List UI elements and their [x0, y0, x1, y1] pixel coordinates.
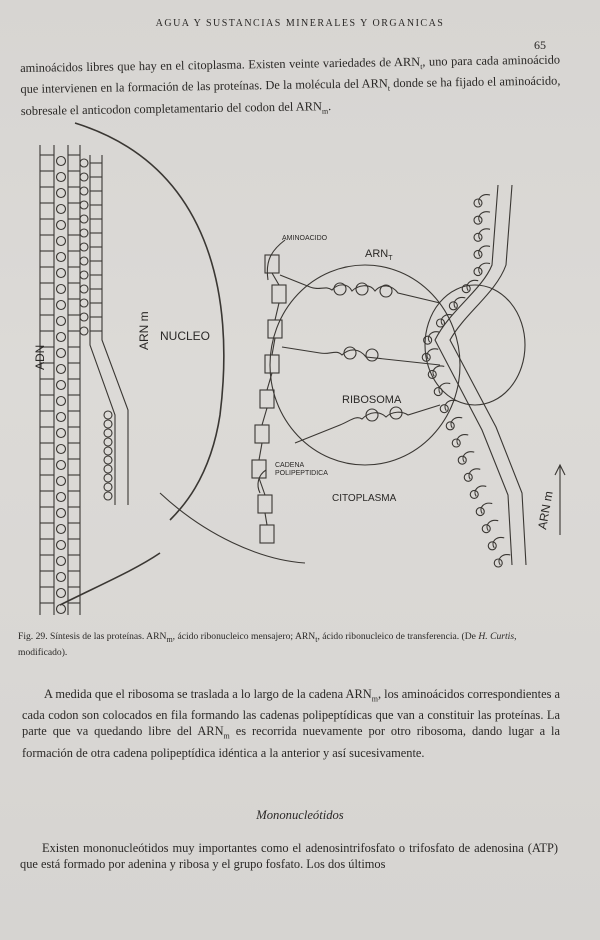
paragraph-intro-line-3-end: .	[327, 99, 332, 114]
page-number: 65	[534, 38, 546, 52]
paragraph-mononucleotides: Existen mononucleótidos muy importantes como el adenosintrifosfato o trifosfato de adenosina (ATP) que está formado por adenina y ribosa y el grupo fosfato. Los dos últimos	[20, 841, 558, 871]
paragraph-intro	[20, 52, 561, 125]
nucleotide-base	[57, 605, 66, 614]
paragraph-text: A medida que el ribosoma se traslada a lo largo de la cadena ARN	[44, 687, 372, 701]
nucleotide-base	[464, 473, 472, 481]
nucleotide-base	[57, 509, 66, 518]
protein-synthesis-diagram	[20, 115, 580, 630]
nucleotide-base	[57, 589, 66, 598]
nucleotide-base	[474, 216, 482, 224]
paragraph-text: es recorrida nuevamente por otro ribosoma, dando lugar a la formación de otra cadena polipeptídica idéntica a la anterior y así sucesivamente.	[22, 724, 560, 760]
nucleotide-base	[57, 253, 66, 262]
section-heading: Mononucleótidos	[256, 808, 344, 822]
nucleotide-base	[494, 559, 502, 567]
nucleotide-base	[57, 445, 66, 454]
trna-molecules	[280, 275, 440, 443]
caption-text: Fig. 29. Síntesis de las proteínas. ARN	[18, 631, 167, 642]
nucleotide-base	[57, 573, 66, 582]
amino-acid-unit	[252, 460, 266, 478]
polypeptide-chain	[252, 255, 286, 543]
caption-text: , ácido ribonucleico mensajero; ARN	[172, 631, 316, 642]
direction-arrow	[555, 465, 565, 535]
label-citoplasma: CITOPLASMA	[332, 493, 397, 504]
nucleotide-base	[474, 250, 482, 258]
nucleotide-base	[57, 365, 66, 374]
subscript: m	[321, 106, 329, 116]
paragraph-text: , los aminoácidos correspondientes a cada codon son colocados en fila formando las cadenas polipeptídicas que van a constituir las proteínas. La parte que va quedando libre del ARN	[22, 687, 560, 739]
nuclear-envelope-lower	[60, 553, 160, 605]
label-ribosoma: RIBOSOMA	[342, 394, 402, 406]
mrna-nucleotides	[80, 159, 112, 500]
nucleotide-base	[57, 157, 66, 166]
paragraph-intro-line-2: aminoácido que intervienen en la formación de las proteínas. De la molécula del ARN	[20, 52, 561, 97]
label-aminoacido: AMINOACIDO	[282, 235, 328, 242]
nucleotide-base	[452, 439, 460, 447]
nucleotide-base	[57, 269, 66, 278]
nucleotide-base	[80, 313, 88, 321]
label-arnm-right: ARN m	[535, 490, 556, 531]
peptide-bond	[272, 273, 279, 285]
peptide-bond	[265, 513, 267, 525]
subscript: m	[371, 694, 378, 704]
nucleotide-base	[104, 447, 112, 455]
nucleotide-base	[57, 285, 66, 294]
ribosome-large-subunit	[270, 265, 460, 465]
nucleotide-base	[437, 319, 445, 327]
nucleotide-base	[57, 381, 66, 390]
nucleotide-base	[104, 492, 112, 500]
nucleotide-base	[57, 317, 66, 326]
nucleotide-base	[458, 456, 466, 464]
nucleotide-base	[474, 233, 482, 241]
nucleotide-base	[80, 187, 88, 195]
amino-acid-unit	[268, 320, 282, 338]
caption-text: , ácido ribonucleico de transferencia. (De	[317, 631, 479, 642]
amino-acid-unit	[255, 425, 269, 443]
nucleotide-base	[57, 397, 66, 406]
nucleotide-base	[57, 301, 66, 310]
caption-text: , modificado).	[18, 631, 517, 658]
dna-strand	[40, 145, 80, 615]
nucleotide-base	[57, 461, 66, 470]
nucleotide-base	[57, 493, 66, 502]
subscript: t	[315, 634, 318, 644]
peptide-bond	[262, 408, 267, 425]
nucleotide-base	[80, 229, 88, 237]
nucleotide-base	[449, 302, 457, 310]
nucleotide-base	[80, 299, 88, 307]
nucleotide-base	[57, 413, 66, 422]
nucleotide-base	[80, 173, 88, 181]
nucleotide-base	[474, 199, 482, 207]
nucleotide-base	[57, 221, 66, 230]
peptide-bond	[259, 443, 262, 460]
nuclear-envelope-inner	[160, 493, 305, 563]
subscript: m	[166, 634, 173, 644]
label-adn: ADN	[33, 344, 47, 370]
nucleotide-base	[80, 159, 88, 167]
nucleotide-base	[57, 429, 66, 438]
arnm-strand-left	[90, 155, 128, 505]
dna-base-pairs	[40, 155, 80, 614]
peptide-bond	[275, 303, 279, 320]
nucleotide-base	[104, 429, 112, 437]
nucleotide-base	[80, 285, 88, 293]
amino-acid-pointer	[267, 240, 285, 280]
amino-acid-unit	[265, 355, 279, 373]
cadena-pointer	[258, 470, 266, 493]
nucleotide-base	[104, 483, 112, 491]
nucleotide-base	[104, 411, 112, 419]
nucleotide-base	[57, 333, 66, 342]
subscript: t	[387, 84, 391, 94]
nucleotide-base	[80, 257, 88, 265]
amino-acid-unit	[258, 495, 272, 513]
label-cadena-2: POLIPEPTIDICA	[275, 470, 328, 477]
nucleotide-base	[104, 474, 112, 482]
nucleotide-base	[104, 438, 112, 446]
nucleotide-base	[57, 173, 66, 182]
nucleotide-base	[104, 420, 112, 428]
amino-acid-unit	[260, 525, 274, 543]
nucleotide-base	[57, 349, 66, 358]
paragraph-intro-line-1-end: , uno para cada	[422, 53, 499, 69]
figure-caption	[18, 630, 564, 659]
amino-acid-unit	[272, 285, 286, 303]
nucleotide-base	[80, 271, 88, 279]
running-title: AGUA Y SUSTANCIAS MINERALES Y ORGANICAS	[155, 18, 445, 29]
nucleotide-base	[476, 508, 484, 516]
paragraph-ribosome	[22, 686, 560, 761]
paragraph-intro-line-3: fijado el aminoácido, sobresale el anticodon completamentario del codon del ARN	[20, 73, 561, 118]
nucleotide-base	[57, 525, 66, 534]
nucleotide-base	[104, 465, 112, 473]
label-arnm-left: ARN m	[137, 311, 151, 350]
paragraph-intro-line-1: aminoácidos libres que hay en el citoplasma. Existen veinte variedades de ARN	[20, 54, 421, 75]
nucleotide-base	[80, 327, 88, 335]
nucleotide-base	[80, 201, 88, 209]
nucleotide-base	[474, 268, 482, 276]
nucleotide-base	[488, 542, 496, 550]
nucleotide-base	[57, 205, 66, 214]
nucleotide-base	[57, 541, 66, 550]
nucleotide-base	[482, 525, 490, 533]
nucleotide-base	[80, 215, 88, 223]
subscript: t	[420, 62, 423, 72]
nucleotide-base	[57, 189, 66, 198]
amino-acid-unit	[260, 390, 274, 408]
nucleotide-base	[57, 557, 66, 566]
nucleotide-base	[104, 456, 112, 464]
label-arnt: $ARN_T$	[365, 248, 393, 262]
subscript: m	[223, 731, 230, 741]
nucleotide-base	[80, 243, 88, 251]
label-cadena-1: CADENA	[275, 462, 305, 469]
nucleotide-base	[446, 422, 454, 430]
label-nucleo: NUCLEO	[160, 329, 211, 343]
nucleotide-base	[470, 490, 478, 498]
paragraph-intro-line-2-end: donde se ha	[389, 75, 453, 91]
caption-author: H. Curtis	[478, 631, 515, 642]
nucleotide-base	[440, 405, 448, 413]
nucleotide-base	[57, 477, 66, 486]
nucleotide-base	[57, 237, 66, 246]
